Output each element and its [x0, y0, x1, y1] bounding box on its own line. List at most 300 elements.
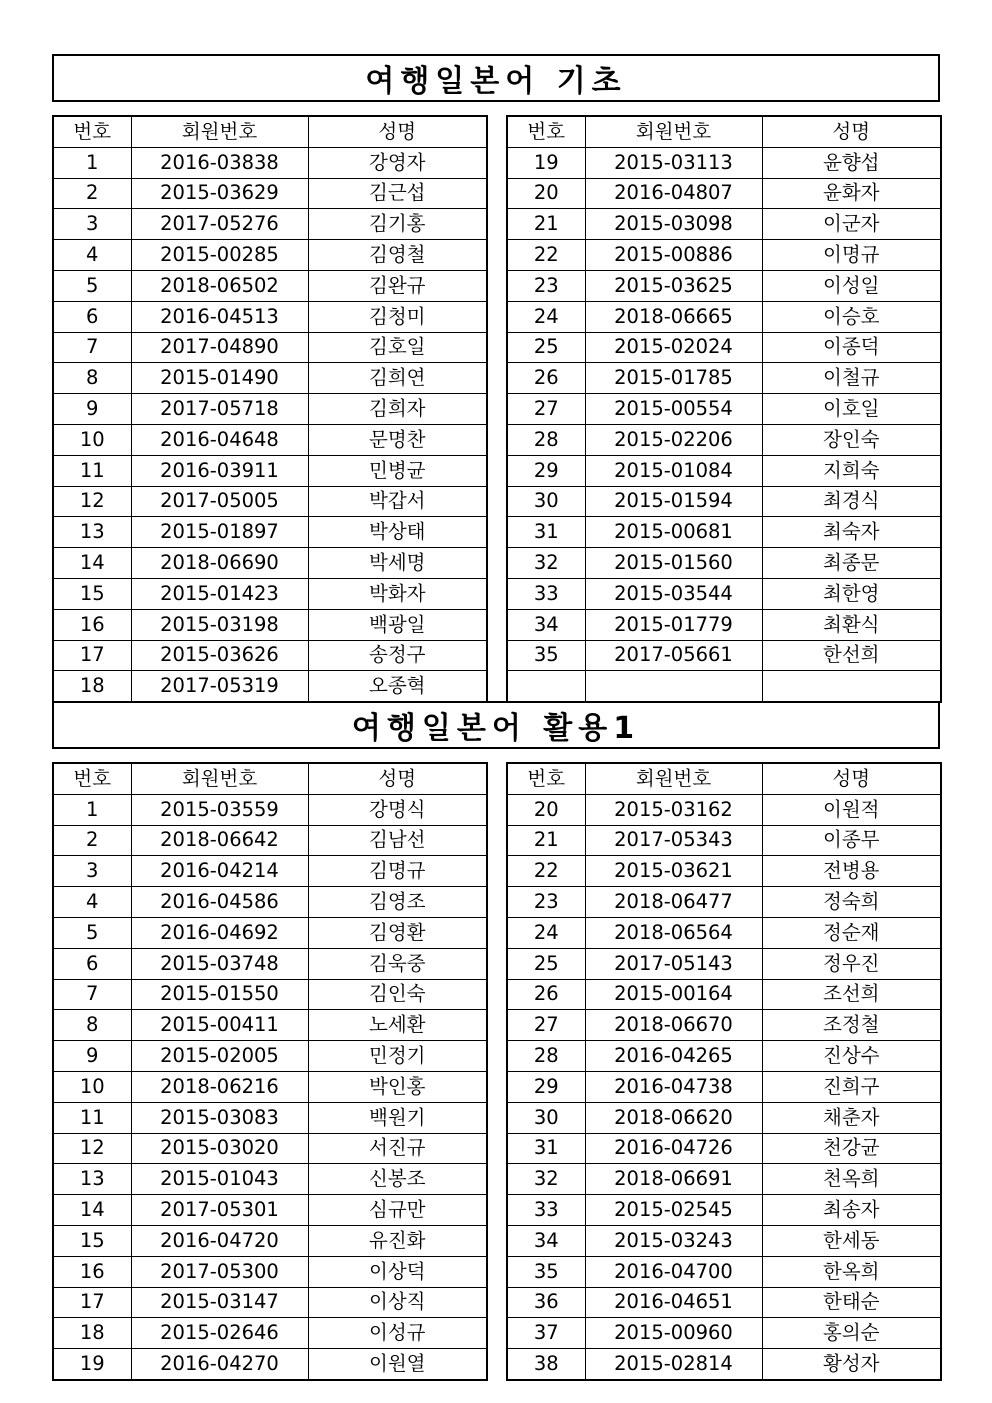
roster-table-applied-right	[506, 762, 942, 1381]
cell-member-id: 2015-01897	[131, 517, 308, 548]
cell-member-id: 2016-03911	[131, 455, 308, 486]
cell-name: 조정철	[762, 1010, 941, 1041]
cell-member-id: 2015-00285	[131, 240, 308, 271]
cell-no: 10	[53, 424, 131, 455]
cell-name: 이원열	[308, 1349, 487, 1380]
table-row	[507, 1164, 941, 1195]
table-row	[507, 486, 941, 517]
cell-no: 9	[53, 1041, 131, 1072]
table-row	[507, 825, 941, 856]
table-row	[53, 1318, 487, 1349]
cell-name: 한세동	[762, 1225, 941, 1256]
cell-name: 민병균	[308, 455, 487, 486]
cell-member-id: 2015-00960	[585, 1318, 762, 1349]
cell-member-id: 2015-01550	[131, 979, 308, 1010]
cell-member-id: 2015-01560	[585, 548, 762, 579]
cell-member-id: 2015-01594	[585, 486, 762, 517]
cell-no: 27	[507, 394, 585, 425]
table-row	[53, 1102, 487, 1133]
cell-name	[762, 671, 941, 702]
cell-member-id: 2016-04651	[585, 1287, 762, 1318]
cell-no: 23	[507, 270, 585, 301]
header-row	[53, 116, 487, 147]
table-row	[507, 1349, 941, 1380]
cell-name: 김호일	[308, 332, 487, 363]
table-row	[507, 1195, 941, 1226]
cell-name: 진상수	[762, 1041, 941, 1072]
table-row	[53, 270, 487, 301]
cell-name: 심규만	[308, 1195, 487, 1226]
cell-member-id: 2016-03838	[131, 147, 308, 178]
cell-member-id: 2015-01779	[585, 609, 762, 640]
cell-name: 장인숙	[762, 424, 941, 455]
cell-no: 24	[507, 301, 585, 332]
table-row	[507, 794, 941, 825]
table-row	[507, 178, 941, 209]
cell-no: 7	[53, 332, 131, 363]
cell-member-id: 2016-04648	[131, 424, 308, 455]
cell-member-id: 2018-06564	[585, 917, 762, 948]
header-member-id: 회원번호	[131, 763, 308, 794]
header-name: 성명	[308, 763, 487, 794]
table-row	[53, 1195, 487, 1226]
cell-name: 이종덕	[762, 332, 941, 363]
header-name: 성명	[308, 116, 487, 147]
table-row	[53, 517, 487, 548]
cell-name: 김근섭	[308, 178, 487, 209]
cell-member-id: 2015-01084	[585, 455, 762, 486]
table-row	[507, 209, 941, 240]
cell-member-id: 2015-00554	[585, 394, 762, 425]
cell-no: 22	[507, 240, 585, 271]
cell-member-id: 2017-05300	[131, 1256, 308, 1287]
cell-no: 4	[53, 887, 131, 918]
cell-name: 강명식	[308, 794, 487, 825]
table-row	[53, 1225, 487, 1256]
cell-name: 백광일	[308, 609, 487, 640]
cell-name: 황성자	[762, 1349, 941, 1380]
table-row	[53, 209, 487, 240]
cell-member-id: 2015-03083	[131, 1102, 308, 1133]
cell-member-id: 2015-03113	[585, 147, 762, 178]
cell-no: 25	[507, 948, 585, 979]
cell-name: 이명규	[762, 240, 941, 271]
cell-no: 26	[507, 979, 585, 1010]
cell-member-id: 2016-04265	[585, 1041, 762, 1072]
cell-no: 2	[53, 825, 131, 856]
cell-name: 윤화자	[762, 178, 941, 209]
cell-member-id: 2015-03544	[585, 578, 762, 609]
cell-member-id: 2015-03748	[131, 948, 308, 979]
table-row	[53, 178, 487, 209]
cell-no: 31	[507, 517, 585, 548]
table-row	[507, 1010, 941, 1041]
cell-name: 진희구	[762, 1071, 941, 1102]
header-no: 번호	[53, 116, 131, 147]
cell-member-id: 2015-03621	[585, 856, 762, 887]
table-row	[53, 1071, 487, 1102]
cell-name: 이종무	[762, 825, 941, 856]
header-name: 성명	[762, 116, 941, 147]
cell-name: 김완규	[308, 270, 487, 301]
cell-no: 33	[507, 1195, 585, 1226]
cell-member-id: 2018-06216	[131, 1071, 308, 1102]
cell-no: 8	[53, 1010, 131, 1041]
cell-member-id: 2016-04692	[131, 917, 308, 948]
cell-name: 정순재	[762, 917, 941, 948]
table-row	[53, 240, 487, 271]
cell-member-id: 2017-05718	[131, 394, 308, 425]
cell-member-id: 2018-06477	[585, 887, 762, 918]
cell-member-id: 2015-03098	[585, 209, 762, 240]
cell-no: 33	[507, 578, 585, 609]
cell-member-id: 2017-05005	[131, 486, 308, 517]
cell-name: 김영조	[308, 887, 487, 918]
table-row	[507, 270, 941, 301]
table-row	[53, 948, 487, 979]
cell-name: 홍의순	[762, 1318, 941, 1349]
cell-no: 6	[53, 301, 131, 332]
cell-name: 이원적	[762, 794, 941, 825]
table-row	[53, 1287, 487, 1318]
table-row	[507, 517, 941, 548]
table-row	[53, 825, 487, 856]
cell-member-id: 2018-06691	[585, 1164, 762, 1195]
cell-no: 19	[507, 147, 585, 178]
cell-no: 15	[53, 1225, 131, 1256]
cell-name: 조선희	[762, 979, 941, 1010]
cell-member-id: 2015-03162	[585, 794, 762, 825]
cell-name: 이군자	[762, 209, 941, 240]
cell-no: 4	[53, 240, 131, 271]
cell-member-id: 2017-05301	[131, 1195, 308, 1226]
cell-member-id: 2015-00886	[585, 240, 762, 271]
table-row	[507, 948, 941, 979]
table-row	[53, 1041, 487, 1072]
cell-member-id: 2017-05661	[585, 640, 762, 671]
table-row	[53, 424, 487, 455]
table-row	[53, 887, 487, 918]
cell-member-id: 2016-04738	[585, 1071, 762, 1102]
cell-name: 유진화	[308, 1225, 487, 1256]
cell-member-id: 2018-06690	[131, 548, 308, 579]
section-title-applied: 여행일본어 활용1	[52, 701, 940, 749]
cell-member-id: 2016-04513	[131, 301, 308, 332]
cell-name: 정우진	[762, 948, 941, 979]
cell-member-id: 2015-02646	[131, 1318, 308, 1349]
cell-name: 최종문	[762, 548, 941, 579]
cell-no: 15	[53, 578, 131, 609]
table-row	[53, 578, 487, 609]
cell-member-id: 2016-04270	[131, 1349, 308, 1380]
cell-member-id: 2016-04700	[585, 1256, 762, 1287]
cell-member-id: 2015-03147	[131, 1287, 308, 1318]
table-row	[53, 979, 487, 1010]
cell-no: 34	[507, 609, 585, 640]
cell-name: 윤향섭	[762, 147, 941, 178]
cell-no: 18	[53, 671, 131, 702]
cell-no: 37	[507, 1318, 585, 1349]
cell-no: 16	[53, 609, 131, 640]
cell-no: 20	[507, 178, 585, 209]
cell-no: 12	[53, 486, 131, 517]
cell-name: 백원기	[308, 1102, 487, 1133]
table-row	[507, 1256, 941, 1287]
cell-no: 3	[53, 209, 131, 240]
cell-name: 김희연	[308, 363, 487, 394]
header-no: 번호	[53, 763, 131, 794]
cell-member-id: 2018-06642	[131, 825, 308, 856]
cell-no: 13	[53, 1164, 131, 1195]
cell-member-id: 2015-03243	[585, 1225, 762, 1256]
table-row	[53, 1164, 487, 1195]
cell-no: 29	[507, 1071, 585, 1102]
cell-member-id: 2015-03629	[131, 178, 308, 209]
cell-name: 최한영	[762, 578, 941, 609]
table-row	[507, 548, 941, 579]
cell-member-id: 2015-03626	[131, 640, 308, 671]
cell-name: 강영자	[308, 147, 487, 178]
cell-name: 김영철	[308, 240, 487, 271]
table-row	[53, 1010, 487, 1041]
cell-member-id: 2015-01043	[131, 1164, 308, 1195]
cell-name: 송정구	[308, 640, 487, 671]
table-row	[507, 856, 941, 887]
table-row	[53, 363, 487, 394]
section-title-basic: 여행일본어 기초	[52, 54, 940, 102]
table-row	[507, 1041, 941, 1072]
cell-member-id: 2016-04807	[585, 178, 762, 209]
cell-name: 전병용	[762, 856, 941, 887]
cell-name: 이성일	[762, 270, 941, 301]
table-row	[53, 301, 487, 332]
cell-member-id: 2015-03020	[131, 1133, 308, 1164]
cell-no: 14	[53, 548, 131, 579]
cell-member-id: 2018-06670	[585, 1010, 762, 1041]
header-no: 번호	[507, 763, 585, 794]
cell-member-id: 2016-04586	[131, 887, 308, 918]
table-row	[53, 548, 487, 579]
cell-name: 김남선	[308, 825, 487, 856]
header-member-id: 회원번호	[585, 763, 762, 794]
cell-member-id: 2015-01785	[585, 363, 762, 394]
cell-no: 30	[507, 1102, 585, 1133]
cell-name: 최송자	[762, 1195, 941, 1226]
cell-no: 10	[53, 1071, 131, 1102]
cell-member-id: 2015-02814	[585, 1349, 762, 1380]
cell-no: 5	[53, 917, 131, 948]
cell-name: 김인숙	[308, 979, 487, 1010]
cell-no: 29	[507, 455, 585, 486]
cell-name: 이철규	[762, 363, 941, 394]
cell-no: 26	[507, 363, 585, 394]
cell-no: 28	[507, 1041, 585, 1072]
table-row	[507, 363, 941, 394]
cell-no: 11	[53, 455, 131, 486]
table-row	[53, 332, 487, 363]
cell-no: 30	[507, 486, 585, 517]
table-row	[53, 609, 487, 640]
cell-member-id: 2017-05343	[585, 825, 762, 856]
cell-member-id: 2015-02206	[585, 424, 762, 455]
cell-member-id	[585, 671, 762, 702]
cell-no: 3	[53, 856, 131, 887]
cell-member-id: 2015-02545	[585, 1195, 762, 1226]
cell-no	[507, 671, 585, 702]
table-row	[507, 887, 941, 918]
cell-no: 13	[53, 517, 131, 548]
cell-no: 17	[53, 640, 131, 671]
cell-name: 한태순	[762, 1287, 941, 1318]
table-row	[507, 424, 941, 455]
header-no: 번호	[507, 116, 585, 147]
cell-name: 오종혁	[308, 671, 487, 702]
cell-member-id: 2015-00411	[131, 1010, 308, 1041]
table-row	[507, 332, 941, 363]
cell-member-id: 2018-06502	[131, 270, 308, 301]
cell-member-id: 2015-02005	[131, 1041, 308, 1072]
table-row	[53, 917, 487, 948]
table-row	[507, 1071, 941, 1102]
table-row	[507, 1102, 941, 1133]
cell-name: 한선희	[762, 640, 941, 671]
cell-member-id: 2015-00681	[585, 517, 762, 548]
table-row	[53, 1133, 487, 1164]
table-row	[53, 147, 487, 178]
cell-name: 김청미	[308, 301, 487, 332]
cell-member-id: 2018-06665	[585, 301, 762, 332]
cell-member-id: 2016-04214	[131, 856, 308, 887]
cell-no: 36	[507, 1287, 585, 1318]
cell-member-id: 2017-04890	[131, 332, 308, 363]
cell-name: 이성규	[308, 1318, 487, 1349]
cell-name: 박화자	[308, 578, 487, 609]
cell-no: 32	[507, 1164, 585, 1195]
cell-no: 24	[507, 917, 585, 948]
cell-no: 7	[53, 979, 131, 1010]
cell-no: 28	[507, 424, 585, 455]
cell-no: 21	[507, 825, 585, 856]
cell-name: 이호일	[762, 394, 941, 425]
cell-no: 20	[507, 794, 585, 825]
cell-member-id: 2017-05276	[131, 209, 308, 240]
header-member-id: 회원번호	[131, 116, 308, 147]
cell-name: 최환식	[762, 609, 941, 640]
cell-name: 지희숙	[762, 455, 941, 486]
roster-table-basic-left	[52, 115, 488, 703]
roster-table-basic-right	[506, 115, 942, 703]
cell-name: 천옥희	[762, 1164, 941, 1195]
cell-member-id: 2015-03198	[131, 609, 308, 640]
table-row	[507, 578, 941, 609]
cell-no: 12	[53, 1133, 131, 1164]
header-member-id: 회원번호	[585, 116, 762, 147]
cell-name: 김욱중	[308, 948, 487, 979]
cell-member-id: 2015-03625	[585, 270, 762, 301]
cell-name: 김명규	[308, 856, 487, 887]
cell-member-id: 2015-02024	[585, 332, 762, 363]
cell-no: 11	[53, 1102, 131, 1133]
cell-no: 38	[507, 1349, 585, 1380]
cell-no: 23	[507, 887, 585, 918]
cell-name: 최경식	[762, 486, 941, 517]
table-row	[53, 486, 487, 517]
cell-member-id: 2017-05319	[131, 671, 308, 702]
cell-no: 9	[53, 394, 131, 425]
table-row	[53, 455, 487, 486]
table-row	[507, 301, 941, 332]
cell-no: 2	[53, 178, 131, 209]
table-row	[53, 1349, 487, 1380]
cell-name: 정숙희	[762, 887, 941, 918]
table-row	[507, 147, 941, 178]
cell-no: 19	[53, 1349, 131, 1380]
table-row	[507, 1318, 941, 1349]
table-row	[507, 609, 941, 640]
header-row	[507, 763, 941, 794]
table-row	[507, 394, 941, 425]
cell-name: 최숙자	[762, 517, 941, 548]
cell-name: 박세명	[308, 548, 487, 579]
table-row	[53, 1256, 487, 1287]
table-row	[53, 640, 487, 671]
cell-no: 1	[53, 147, 131, 178]
cell-no: 27	[507, 1010, 585, 1041]
cell-no: 25	[507, 332, 585, 363]
table-row	[507, 671, 941, 702]
cell-no: 31	[507, 1133, 585, 1164]
table-row	[53, 856, 487, 887]
cell-no: 1	[53, 794, 131, 825]
cell-no: 35	[507, 640, 585, 671]
cell-name: 한옥희	[762, 1256, 941, 1287]
cell-no: 6	[53, 948, 131, 979]
table-row	[507, 917, 941, 948]
table-row	[507, 455, 941, 486]
header-row	[53, 763, 487, 794]
cell-no: 16	[53, 1256, 131, 1287]
table-row	[507, 640, 941, 671]
cell-member-id: 2017-05143	[585, 948, 762, 979]
roster-table-applied-left	[52, 762, 488, 1381]
cell-no: 18	[53, 1318, 131, 1349]
cell-name: 이상덕	[308, 1256, 487, 1287]
cell-no: 21	[507, 209, 585, 240]
table-row	[507, 979, 941, 1010]
table-row	[507, 240, 941, 271]
cell-member-id: 2015-03559	[131, 794, 308, 825]
cell-member-id: 2015-00164	[585, 979, 762, 1010]
cell-no: 8	[53, 363, 131, 394]
cell-no: 35	[507, 1256, 585, 1287]
cell-member-id: 2016-04726	[585, 1133, 762, 1164]
cell-name: 이승호	[762, 301, 941, 332]
cell-name: 김기홍	[308, 209, 487, 240]
cell-member-id: 2018-06620	[585, 1102, 762, 1133]
cell-member-id: 2016-04720	[131, 1225, 308, 1256]
cell-name: 신봉조	[308, 1164, 487, 1195]
cell-name: 박갑서	[308, 486, 487, 517]
cell-name: 박인홍	[308, 1071, 487, 1102]
cell-name: 문명찬	[308, 424, 487, 455]
cell-member-id: 2015-01423	[131, 578, 308, 609]
cell-name: 서진규	[308, 1133, 487, 1164]
table-row	[53, 394, 487, 425]
cell-name: 채춘자	[762, 1102, 941, 1133]
cell-name: 천강균	[762, 1133, 941, 1164]
header-name: 성명	[762, 763, 941, 794]
table-row	[507, 1225, 941, 1256]
